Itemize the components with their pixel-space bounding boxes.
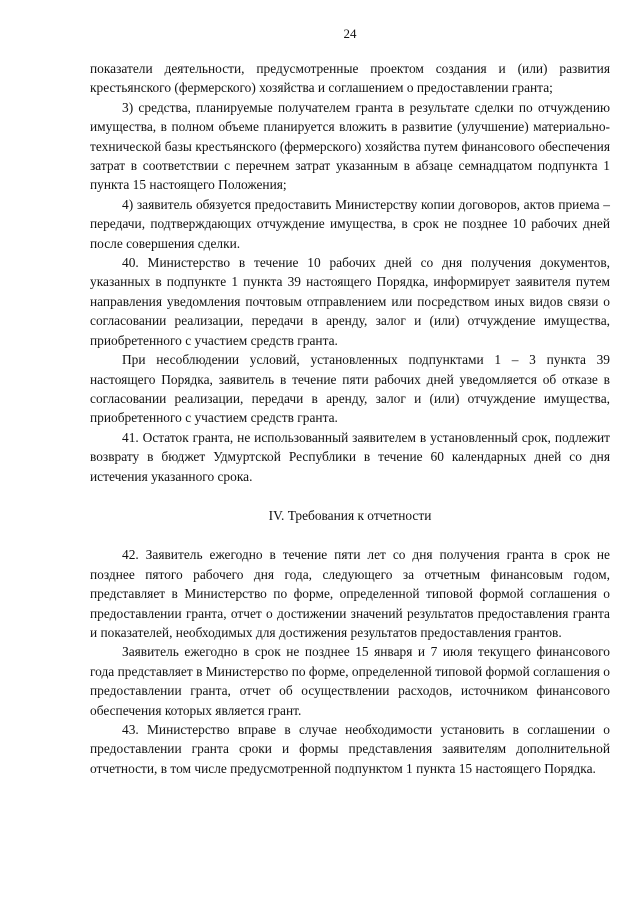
paragraph-continuation: показатели деятельности, предусмотренные проектом создания и (или) развития крестьянского (фермерского) хозяйства и соглашением о предоставлении гранта;: [90, 61, 610, 96]
page-number: 24: [343, 26, 357, 41]
document-page: [90, 26, 610, 778]
paragraph-item-42: 42. Заявитель ежегодно в течение пяти лет со дня получения гранта в срок не позднее пятого рабочего дня года, следующего за отчетным финансовым годом, представляет в Министерство по форме, определенной типовой формой соглашения о предоставлении гранта, отчет о достижении значений результатов предоставления гранта и показателей, необходимых для достижения результатов предоставления грантов.: [90, 547, 610, 640]
paragraph-subitem-4: 4) заявитель обязуется предоставить Министерству копии договоров, актов приема – передачи, подтверждающих отчуждение имущества, в срок не позднее 10 рабочих дней после совершения сделки.: [90, 196, 610, 251]
paragraph-item-40-refusal: При несоблюдении условий, установленных подпунктами 1 – 3 пункта 39 настоящего Порядка, заявитель в течение пяти рабочих дней уведомляется об отказе в согласовании реализации, передачи в аренду, залог и (или) отчуждение имущества, приобретенного с участием средств гранта.: [90, 352, 610, 426]
paragraph-subitem-3: 3) средства, планируемые получателем гранта в результате сделки по отчуждению имущества, в полном объеме планируется вложить в развитие (улучшение) материально-технической базы крестьянского (фермерского) хозяйства путем финансового обеспечения затрат в соответствии с перечнем затрат указанным в абзаце семнадцатом подпункта 1 пункта 15 настоящего Положения;: [90, 99, 610, 193]
section-title: IV. Требования к отчетности: [268, 507, 432, 523]
paragraph-item-40: 40. Министерство в течение 10 рабочих дней со дня получения документов, указанных в подпункте 1 пункта 39 настоящего Порядка, информирует заявителя путем направления уведомления почтовым отправлением или посредством иных видов связи о согласовании реализации, передачи в аренду, залог и (или) отчуждение имущества, приобретенного с участием средств гранта.: [90, 255, 610, 348]
paragraph-item-42-expenses: Заявитель ежегодно в срок не позднее 15 января и 7 июля текущего финансового года представляет в Министерство по форме, определенной типовой формой соглашения о предоставлении гранта, отчет об осуществлении расходов, источником финансового обеспечения которых является грант.: [90, 644, 610, 718]
paragraph-item-41: 41. Остаток гранта, не использованный заявителем в установленный срок, подлежит возврату в бюджет Удмуртской Республики в течение 60 календарных дней со дня истечения указанного срока.: [90, 429, 610, 484]
paragraph-item-43: 43. Министерство вправе в случае необходимости установить в соглашении о предоставлении гранта сроки и формы представления заявителям дополнительной отчетности, в том числе предусмотренной подпунктом 1 пункта 15 настоящего Порядка.: [90, 722, 610, 776]
